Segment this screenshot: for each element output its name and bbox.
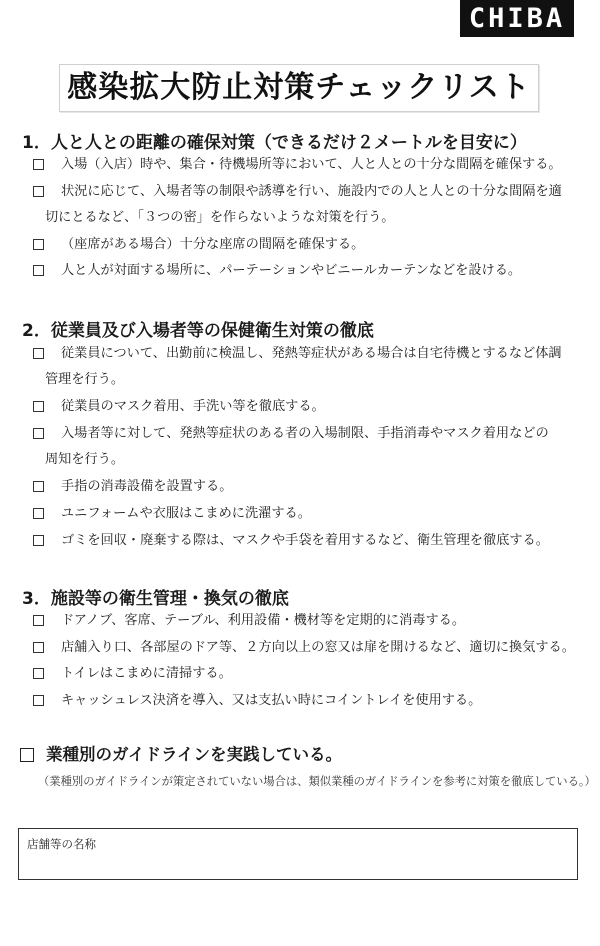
checklist-item[interactable] [30, 421, 590, 473]
checklist-item-text-cont: 管理を行う。 [45, 372, 125, 387]
checkbox[interactable] [33, 186, 44, 197]
section-1-heading: 1．人と人との距離の確保対策（できるだけ２メートルを目安に） [22, 133, 527, 153]
checklist-item-text: （座席がある場合）十分な座席の間隔を確保する。 [61, 237, 365, 252]
checkbox[interactable] [33, 535, 44, 546]
guideline-check-text: 業種別のガイドラインを実践している。 [46, 745, 343, 764]
checklist-item-text: ユニフォームや衣服はこまめに洗濯する。 [61, 506, 311, 521]
checklist-item-text: トイレはこまめに清掃する。 [61, 666, 232, 681]
checklist-item[interactable] [30, 152, 590, 178]
checklist-item-text: ゴミを回収・廃棄する際は、マスクや手袋を着用するなど、衛生管理を徹底する。 [61, 533, 549, 548]
checklist-item[interactable] [30, 232, 590, 258]
checkbox[interactable] [33, 481, 44, 492]
checkbox[interactable] [33, 642, 44, 653]
checklist-item-text: 入場者等に対して、発熱等症状のある者の入場制限、手指消毒やマスク着用などの [61, 426, 549, 441]
checklist-item[interactable] [30, 341, 590, 393]
checkbox[interactable] [33, 348, 44, 359]
checklist-item[interactable] [30, 179, 590, 231]
chiba-logo: CHIBA [460, 0, 574, 37]
checklist-item-text: 状況に応じて、入場者等の制限や誘導を行い、施設内での人と人との十分な間隔を適 [61, 184, 562, 199]
checkbox[interactable] [33, 401, 44, 412]
guideline-check-item[interactable] [20, 741, 342, 765]
checklist-item[interactable] [30, 528, 590, 554]
checklist-item[interactable] [30, 688, 590, 714]
checkbox[interactable] [33, 159, 44, 170]
checklist-item-text: 手指の消毒設備を設置する。 [61, 479, 233, 494]
checklist-item-text-cont: 切にとるなど、「３つの密」を作らないような対策を行う。 [45, 210, 395, 225]
checklist-item[interactable] [30, 394, 590, 420]
checklist-item-text: キャッシュレス決済を導入、又は支払い時にコイントレイを使用する。 [61, 693, 482, 708]
checklist-item-text: 人と人が対面する場所に、パーテーションやビニールカーテンなどを設ける。 [61, 263, 522, 278]
checkbox[interactable] [33, 695, 44, 706]
checklist-item[interactable] [30, 635, 590, 661]
checklist-item-text: 従業員のマスク着用、手洗い等を徹底する。 [61, 399, 325, 414]
checklist-item-text: ドアノブ、客席、テーブル、利用設備・機材等を定期的に消毒する。 [61, 613, 466, 628]
guideline-checkbox[interactable] [20, 748, 34, 762]
checkbox[interactable] [33, 508, 44, 519]
guideline-note: （業種別のガイドラインが策定されていない場合は、類似業種のガイドラインを参考に対策を徹底している。） [38, 775, 596, 788]
checklist-item-text: 入場（入店）時や、集合・待機場所等において、人と人との十分な間隔を確保する。 [61, 157, 562, 172]
checkbox[interactable] [33, 668, 44, 679]
checklist-item[interactable] [30, 501, 590, 527]
checklist-item[interactable] [30, 474, 590, 500]
checklist-item[interactable] [30, 258, 590, 284]
checklist-item[interactable] [30, 608, 590, 634]
checklist-item-text-cont: 周知を行う。 [45, 452, 125, 467]
checkbox[interactable] [33, 615, 44, 626]
checkbox[interactable] [33, 428, 44, 439]
store-name-field[interactable] [18, 828, 578, 880]
section-3-heading: 3．施設等の衛生管理・換気の徹底 [22, 589, 289, 609]
checklist-item-text: 従業員について、出勤前に検温し、発熱等症状がある場合は自宅待機とするなど体調 [61, 346, 562, 361]
checkbox[interactable] [33, 265, 44, 276]
section-2-heading: 2．従業員及び入場者等の保健衛生対策の徹底 [22, 321, 374, 341]
checkbox[interactable] [33, 239, 44, 250]
page-title: 感染拡大防止対策チェックリスト [59, 64, 539, 112]
checklist-item[interactable] [30, 661, 590, 687]
store-name-label: 店舗等の名称 [27, 837, 96, 851]
checklist-item-text: 店舗入り口、各部屋のドア等、２方向以上の窓又は扉を開けるなど、適切に換気する。 [61, 640, 575, 655]
